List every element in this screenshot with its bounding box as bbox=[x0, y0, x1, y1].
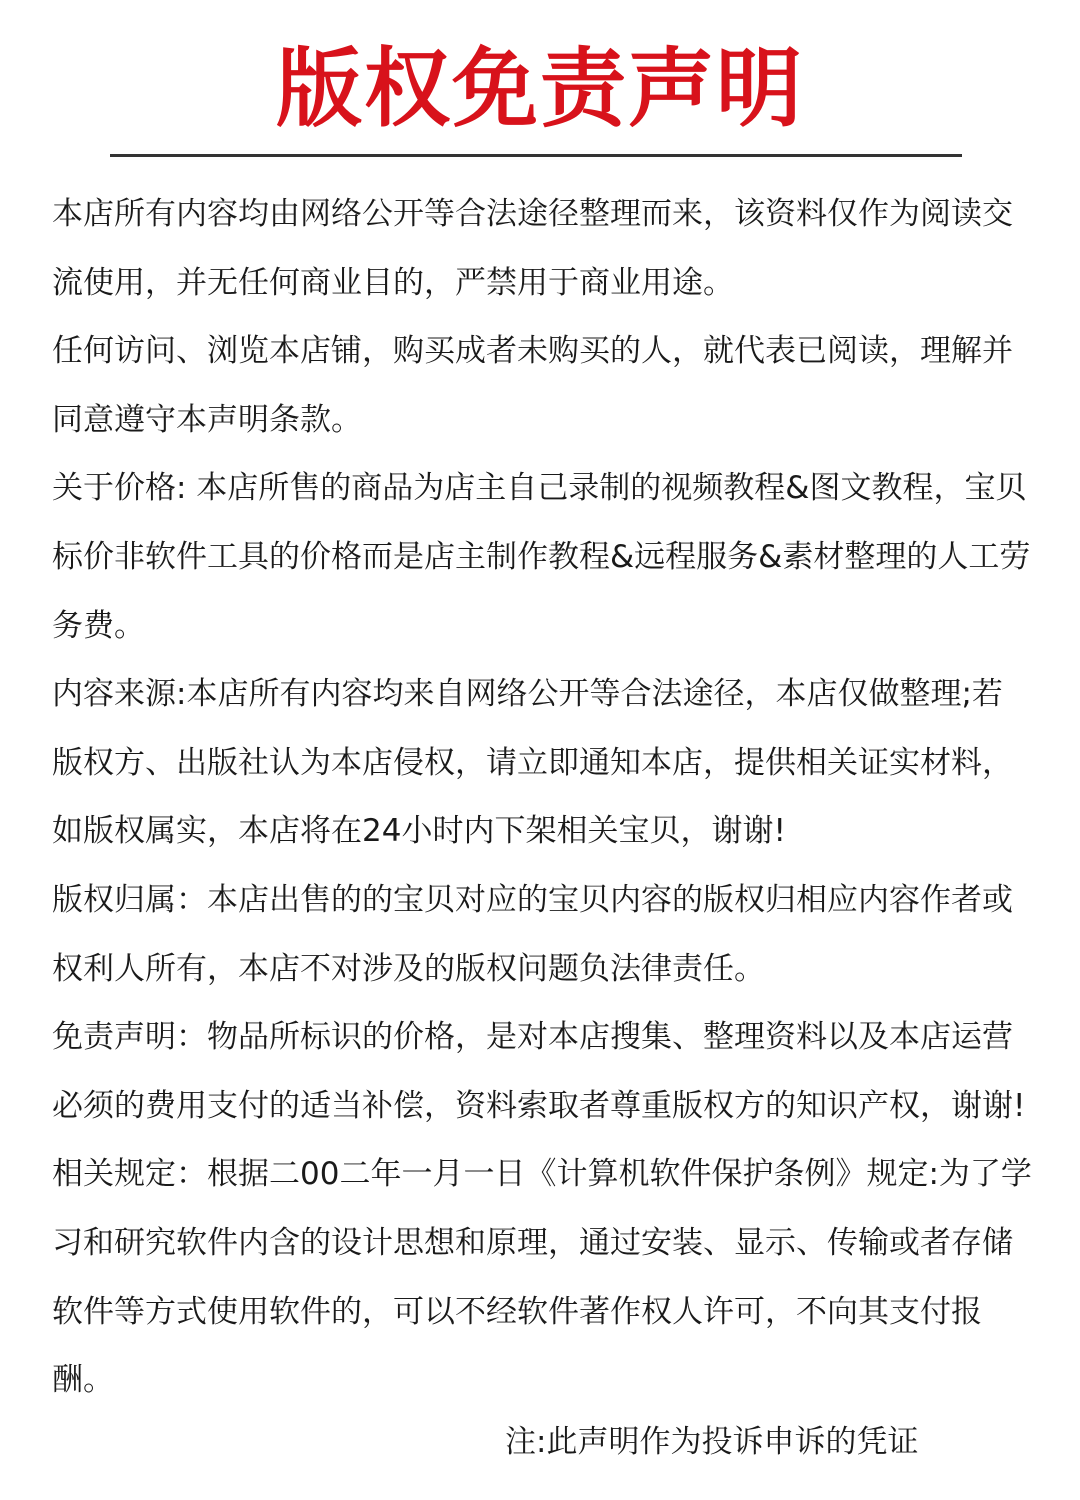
footer-note: 注:此声明作为投诉申诉的凭证 bbox=[505, 1424, 919, 1460]
statement-line: 标价非软件工具的价格而是店主制作教程&远程服务&素材整理的人工劳 bbox=[52, 538, 1031, 575]
statement-line: 免责声明：物品所标识的价格，是对本店搜集、整理资料以及本店运营 bbox=[52, 1019, 1013, 1056]
statement-line: 任何访问、浏览本店铺，购买成者未购买的人，就代表已阅读，理解并 bbox=[52, 333, 1013, 370]
statement-line: 内容来源:本店所有内容均来自网络公开等合法途径，本店仅做整理;若 bbox=[52, 676, 1003, 713]
page-title: 版权免责声明 bbox=[276, 39, 804, 139]
statement-line: 软件等方式使用软件的，可以不经软件著作权人许可，不向其支付报 bbox=[52, 1293, 982, 1330]
statement-line: 同意遵守本声明条款。 bbox=[52, 401, 362, 438]
statement-line: 酬。 bbox=[52, 1362, 114, 1399]
statement-line: 关于价格: 本店所售的商品为店主自己录制的视频教程&图文教程，宝贝 bbox=[52, 470, 1027, 507]
statement-line: 流使用，并无任何商业目的，严禁用于商业用途。 bbox=[52, 264, 734, 301]
statement-line: 本店所有内容均由网络公开等合法途径整理而来，该资料仅作为阅读交 bbox=[52, 196, 1013, 232]
statement-line: 版权归属：本店出售的的宝贝对应的宝贝内容的版权归相应内容作者或 bbox=[52, 881, 1013, 918]
statement-line: 如版权属实，本店将在24小时内下架相关宝贝，谢谢! bbox=[52, 813, 786, 850]
statement-line: 必须的费用支付的适当补偿，资料索取者尊重版权方的知识产权，谢谢! bbox=[52, 1087, 1026, 1124]
statement-line: 务费。 bbox=[52, 607, 145, 644]
statement-body bbox=[52, 180, 1042, 1415]
title-divider bbox=[110, 154, 962, 157]
statement-line: 习和研究软件内含的设计思想和原理，通过安装、显示、传输或者存储 bbox=[52, 1224, 1013, 1261]
statement-line: 版权方、出版社认为本店侵权，请立即通知本店，提供相关证实材料， bbox=[52, 744, 1013, 781]
statement-line: 权利人所有，本店不对涉及的版权问题负法律责任。 bbox=[52, 950, 765, 987]
statement-line: 相关规定：根据二00二年一月一日《计算机软件保护条例》规定:为了学 bbox=[52, 1156, 1032, 1193]
